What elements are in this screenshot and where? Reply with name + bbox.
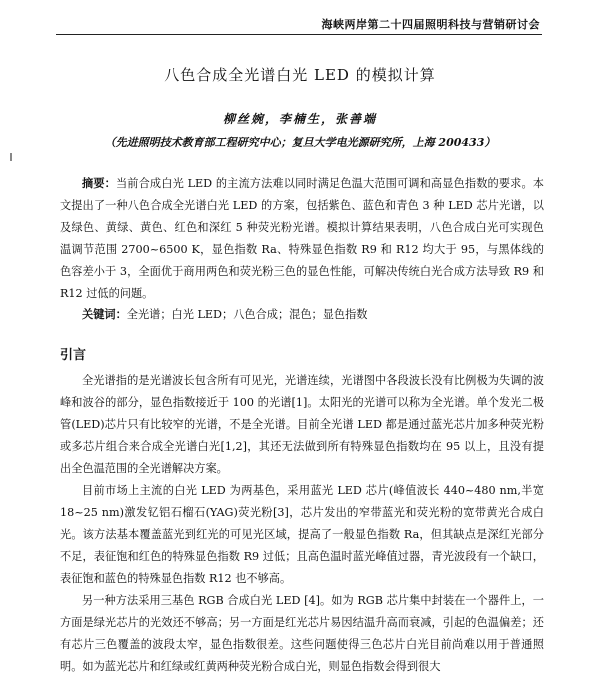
keywords-text: 全光谱；白光 LED；八色合成；混色；显色指数	[126, 308, 368, 321]
keywords-label: 关键词：	[82, 307, 127, 321]
abstract	[60, 172, 544, 305]
section-title-introduction: 引言	[60, 348, 87, 363]
body-paragraph: 目前市场上主流的白光 LED 为两基色，采用蓝光 LED 芯片(峰值波长 440~480 nm,半宽 18~25 nm)激发钇铝石榴石(YAG)荧光粉[3]，芯片发出的窄带蓝光和荧光粉的宽带黄光合成白光。该方法基本覆盖蓝光到红光的可见光区域，提高了一般显色指数 Ra，但其缺点是深红光部分不足，表征饱和红色的特殊显色指数 R9 过低；且高色温时蓝光峰值过器，青光波段有一个缺口，表征饱和蓝色的特殊显色指数 R12 也不够高。	[60, 484, 544, 585]
authors: 柳丝婉，李楠生，张善端	[222, 112, 377, 126]
header-rule	[56, 34, 542, 35]
paper-title: 八色合成全光谱白光 LED 的模拟计算	[164, 66, 436, 84]
body-paragraph: 全光谱指的是光谱波长包含所有可见光，光谱连续，光谱图中各段波长没有比例极为失调的波峰和波谷的部分，显色指数接近于 100 的光谱[1]。太阳光的光谱可以称为全光谱。单个发光二极管(LED)芯片只有比较窄的光谱，不是全光谱。目前全光谱 LED 都是通过蓝光芯片加多种荧光粉或多芯片组合来合成全光谱白光[1,2]，其还无法做到所有特殊显色指数均在 95 以上，且没有提出全色温范围的全光谱解决方案。	[60, 374, 544, 475]
abstract-text: 当前合成白光 LED 的主流方法难以同时满足色温大范围可调和高显色指数的要求。本文提出了一种八色合成全光谱白光 LED 的方案，包括紫色、蓝色和青色 3 种 LED 芯片光谱，以及绿色、黄绿、黄色、红色和深红 5 种荧光粉光谱。模拟计算结果表明，八色合成白光可实现色温调节范围 2700~6500 K，显色指数 Ra、特殊显色指数 R9 和 R12 均大于 95，与黑体线的色容差小于 3，全面优于商用两色和荧光粉三色的显色性能，可解决传统白光合成方法导致 R9 和 R12 过低的问题。	[60, 177, 544, 300]
margin-mark	[10, 153, 12, 161]
running-header: 海峡两岸第二十四届照明科技与营销研讨会	[321, 18, 540, 31]
keywords	[82, 306, 367, 322]
abstract-label: 摘要：	[82, 176, 116, 190]
body-paragraph: 另一种方法采用三基色 RGB 合成白光 LED [4]。如为 RGB 芯片集中封装在一个器件上，一方面是绿光芯片的光效还不够高；另一方面是红光芯片易因结温升高而衰减，引起的色温偏差；还有芯片三色覆盖的波段太窄，显色指数很差。这些问题使得三色芯片白光目前尚难以用于普通照明。如为蓝光芯片和红绿或红黄两种荧光粉合成白光，则显色指数会得到很大	[60, 594, 544, 673]
affiliation: （先进照明技术教育部工程研究中心；复旦大学电光源研究所，上海 200433）	[104, 136, 496, 149]
